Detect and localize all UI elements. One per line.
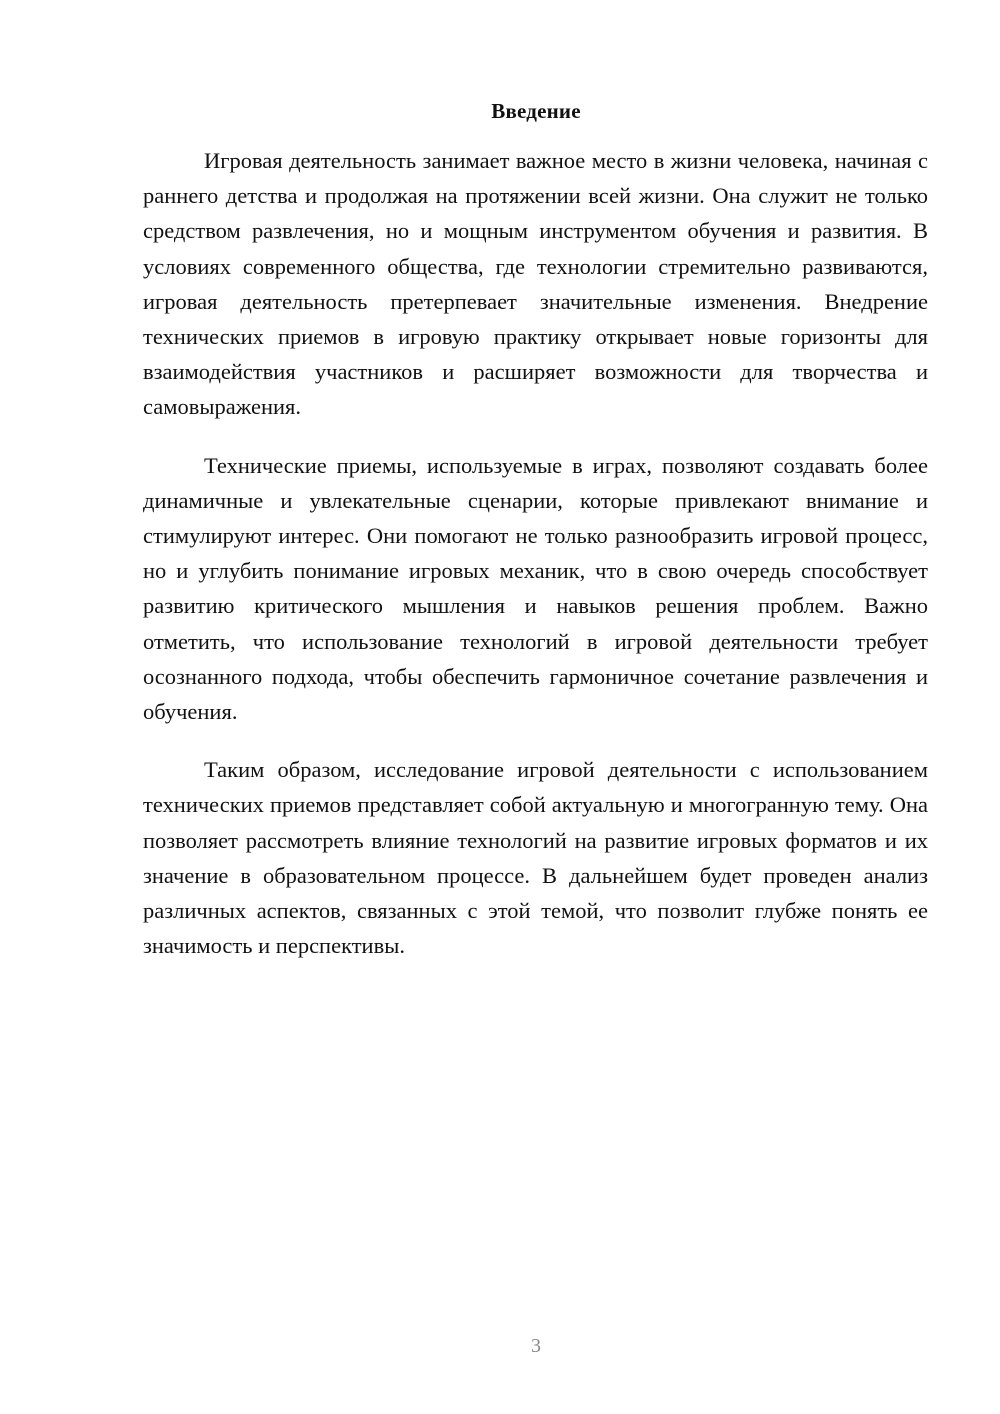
- paragraph-2: Технические приемы, используемые в играх, позволяют создавать более динамичные и увлекательные сценарии, которые привлекают внимание и стимулируют интерес. Они помогают не только разнообразить игровой процесс, но и углубить понимание игровых механик, что в свою очередь способствует развитию критического мышления и навыков решения проблем. Важно отметить, что использование технологий в игровой деятельности требует осознанного подхода, чтобы обеспечить гармоничное сочетание развлечения и обучения.: [143, 452, 928, 725]
- paragraph-3: Таким образом, исследование игровой деятельности с использованием технических приемов представляет собой актуальную и многогранную тему. Она позволяет рассмотреть влияние технологий на развитие игровых форматов и их значение в образовательном процессе. В дальнейшем будет проведен анализ различных аспектов, связанных с этой темой, что позволит глубже понять ее значимость и перспективы.: [143, 757, 928, 959]
- section-heading: Введение: [491, 99, 581, 123]
- body-text: [143, 143, 928, 986]
- page-number: 3: [531, 1335, 541, 1357]
- paragraph-1: Игровая деятельность занимает важное место в жизни человека, начиная с раннего детства и продолжая на протяжении всей жизни. Она служит не только средством развлечения, но и мощным инструментом обучения и развития. В условиях современного общества, где технологии стремительно развиваются, игровая деятельность претерпевает значительные изменения. Внедрение технических приемов в игровую практику открывает новые горизонты для взаимодействия участников и расширяет возможности для творчества и самовыражения.: [143, 148, 928, 420]
